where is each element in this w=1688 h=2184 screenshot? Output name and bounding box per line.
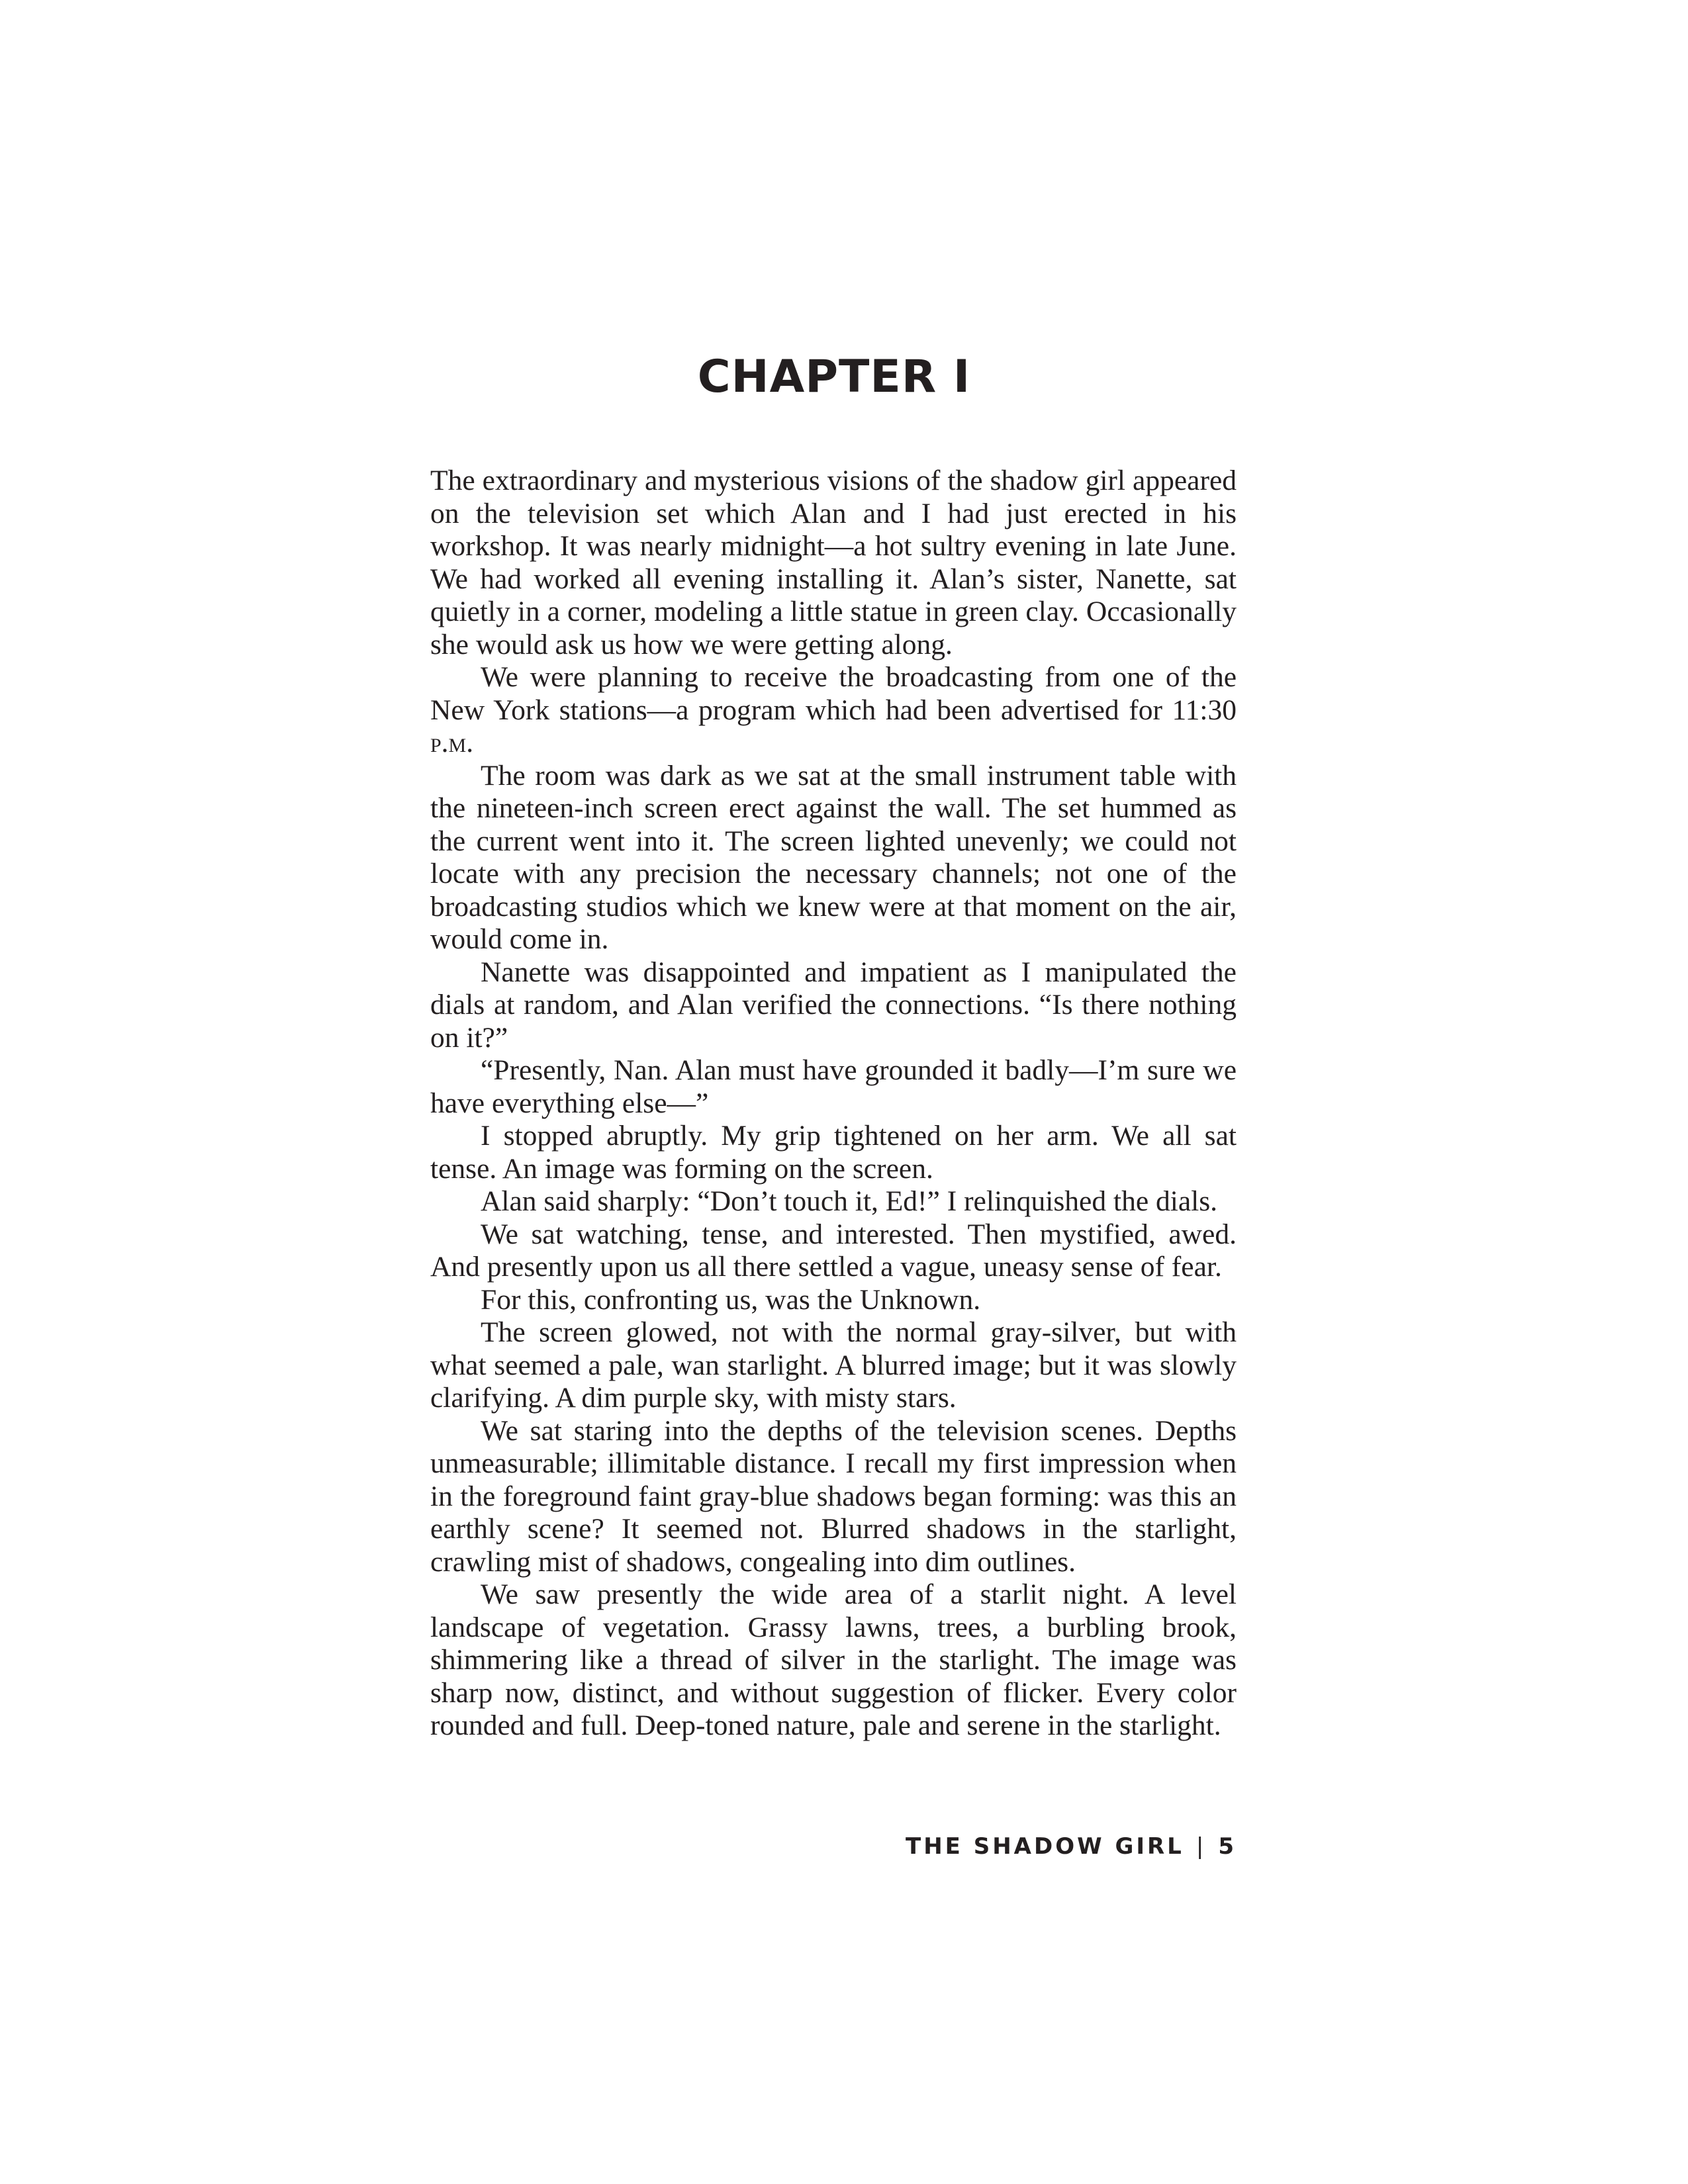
paragraph: I stopped abruptly. My grip tightened on her arm. We all sat tense. An image was forming on the screen. (430, 1120, 1237, 1185)
paragraph: The screen glowed, not with the normal gray-silver, but with what seemed a pale, wan starlight. A blurred image; but it was slowly clarifying. A dim purple sky, with misty stars. (430, 1316, 1237, 1414)
page-number: 5 (1218, 1833, 1237, 1860)
running-footer (728, 1833, 1237, 1860)
chapter-title: CHAPTER I (697, 351, 971, 403)
paragraph: Alan said sharply: “Don’t touch it, Ed!” I relinquished the dials. (481, 1185, 1218, 1217)
paragraph: The room was dark as we sat at the small instrument table with the nineteen-inch screen erect against the wall. The set hummed as the current went into it. The screen lighted unevenly; we could not locate with any precision the necessary channels; not one of the broadcasting studios which we knew were at that moment on the air, would come in. (430, 759, 1237, 955)
footer-separator: | (1196, 1833, 1207, 1860)
paragraph: For this, confronting us, was the Unknown. (481, 1283, 981, 1316)
paragraph: We sat staring into the depths of the television scenes. Depths unmeasurable; illimitable distance. I recall my first impression when in the foreground faint gray-blue shadows began forming: was this an earthly scene? It seemed not. Blurred shadows in the starlight, crawling mist of shadows, congealing into dim outlines. (430, 1414, 1237, 1578)
time-abbreviation: p.m. (430, 727, 474, 758)
paragraph: Nanette was disappointed and impatient as I manipulated the dials at random, and Alan verified the connections. “Is there nothing on it?” (430, 956, 1237, 1054)
chapter-body (430, 465, 1237, 1743)
footer-book-title: THE SHADOW GIRL (906, 1833, 1184, 1860)
paragraph: We sat watching, tense, and interested. Then mystified, awed. And presently upon us all there settled a vague, uneasy sense of fear. (430, 1218, 1237, 1283)
paragraph: We were planning to receive the broadcasting from one of the New York stations—a program which had been advertised for 11:30 p.m. (430, 661, 1237, 758)
paragraph: “Presently, Nan. Alan must have grounded it badly—I’m sure we have everything else—” (430, 1054, 1237, 1119)
paragraph: The extraordinary and mysterious visions of the shadow girl appeared on the television set which Alan and I had just erected in his workshop. It was nearly midnight—a hot sultry evening in late June. We had worked all evening installing it. Alan’s sister, Nanette, sat quietly in a corner, modeling a little statue in green clay. Occasionally she would ask us how we were getting along. (430, 465, 1237, 660)
paragraph: We saw presently the wide area of a starlit night. A level landscape of vegetation. Grassy lawns, trees, a burbling brook, shimmering like a thread of silver in the starlight. The image was sharp now, distinct, and without suggestion of flicker. Every color rounded and full. Deep-toned nature, pale and serene in the starlight. (430, 1578, 1237, 1741)
